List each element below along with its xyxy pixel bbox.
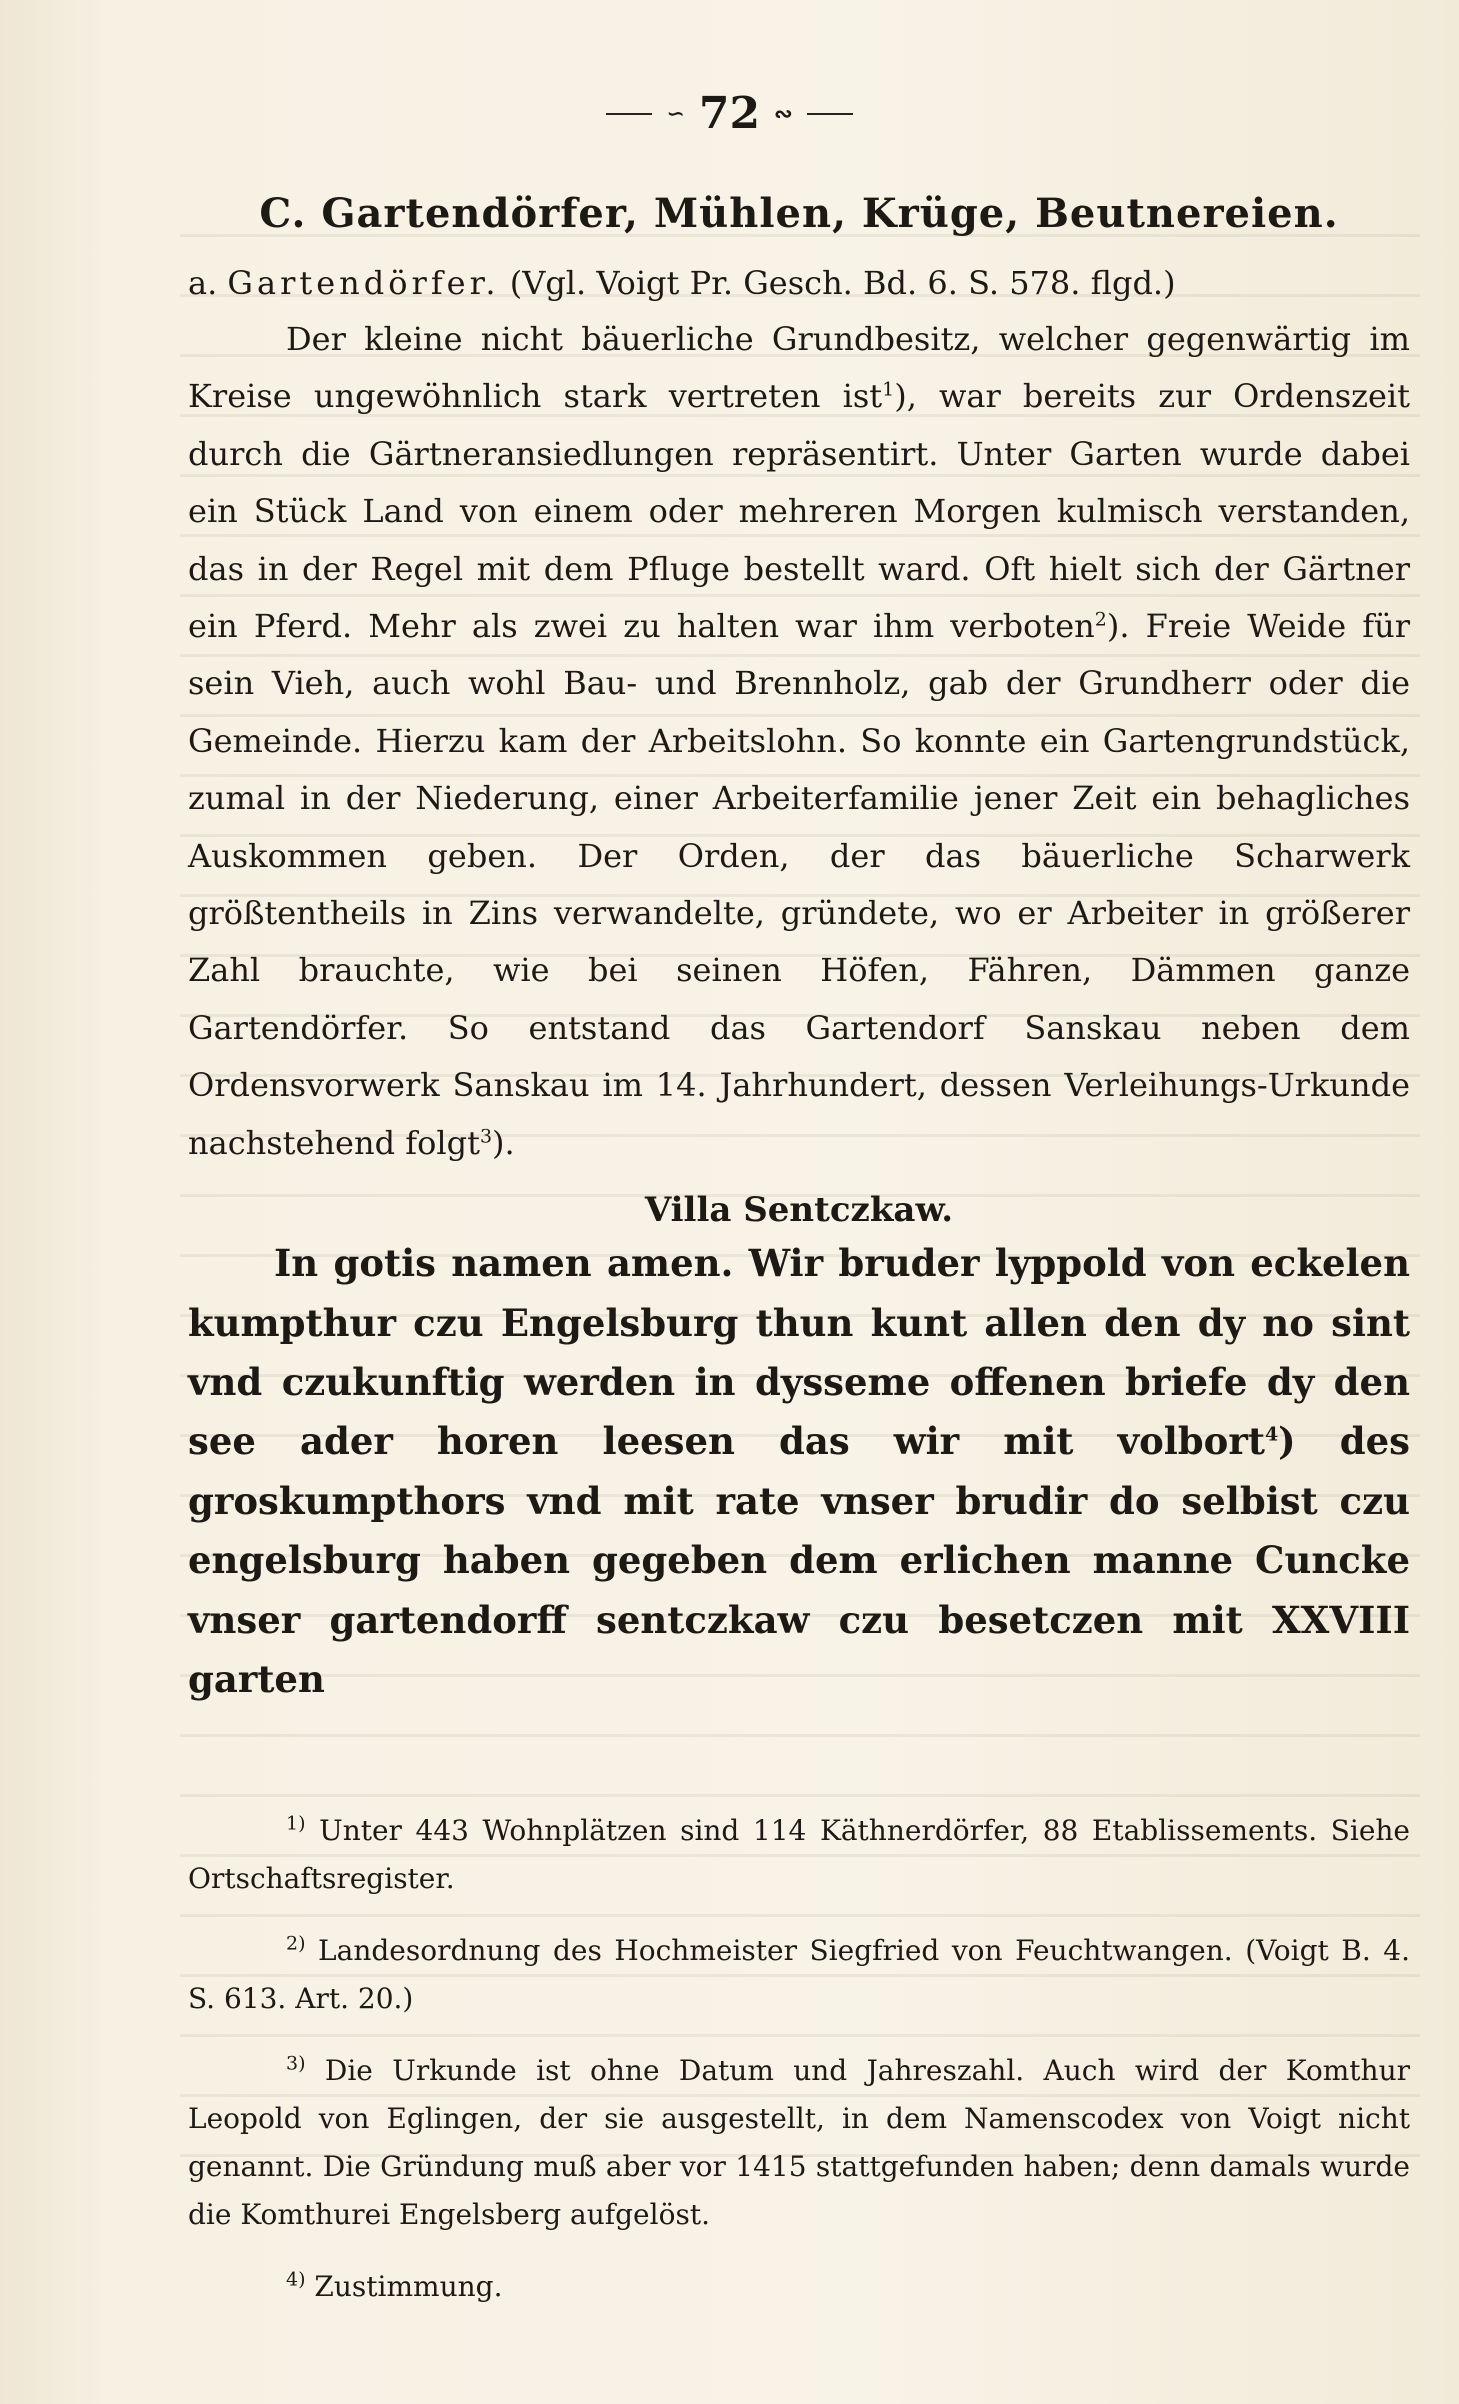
footnote-text: Die Urkunde ist ohne Datum und Jahreszahl. Auch wird der Komthur Leopold von Eglingen, der sie ausgestellt, in dem Namenscodex von Voigt nicht genannt. Die Gründung muß aber vor 1415 stattgefunden haben; denn damals wurde die Komthurei Engelsberg aufgelöst. bbox=[188, 2054, 1410, 2232]
subsection-heading bbox=[188, 255, 1410, 311]
footnote-2 bbox=[188, 1927, 1410, 2023]
footnote-marker-1[interactable]: 1 bbox=[882, 378, 895, 401]
footnote-3 bbox=[188, 2047, 1410, 2239]
footnote-number: 4) bbox=[286, 2269, 306, 2292]
header-ornament-left: ∽ bbox=[666, 100, 685, 127]
header-rule-right bbox=[807, 113, 853, 115]
body-text-part-1: Der kleine nicht bäuerliche Grundbesitz, welcher gegenwärtig im Kreise ungewöhnlich stark vertreten ist bbox=[188, 320, 1410, 416]
page-header bbox=[0, 88, 1459, 139]
section-title: C. Gartendörfer, Mühlen, Krüge, Beutnereien. bbox=[259, 190, 1339, 237]
footnotes bbox=[188, 1807, 1410, 2311]
charter-title: Villa Sentczkaw. bbox=[644, 1190, 954, 1231]
footnote-text: Unter 443 Wohnplätzen sind 114 Käthnerdörfer, 88 Etablissements. Siehe Ortschaftsregister. bbox=[188, 1814, 1410, 1896]
footnote-text: Zustimmung. bbox=[314, 2270, 503, 2304]
footnote-number: 2) bbox=[286, 1933, 306, 1956]
body-text-part-3: ). Freie Weide für sein Vieh, auch wohl Bau- und Brennholz, gab der Grundherr oder die Gemeinde. Hierzu kam der Arbeitslohn. So konnte ein Gartengrundstück, zumal in der Niederung, einer Arbeiterfamilie jener Zeit ein behagliches Auskommen geben. Der Orden, der das bäuerliche Scharwerk größtentheils in Zins verwandelte, gründete, wo er Arbeiter in größerer Zahl brauchte, wie bei seinen Höfen, Fähren, Dämmen ganze Gartendörfer. So entstand das Gartendorf Sanskau neben dem Ordensvorwerk Sanskau im 14. Jahrhundert, dessen Verleihungs-Urkunde nachstehend folgt bbox=[188, 607, 1411, 1162]
page-content bbox=[188, 190, 1410, 2335]
footnote-marker-3[interactable]: 3 bbox=[479, 1125, 493, 1148]
page-number: 72 bbox=[698, 88, 761, 139]
charter-text-part-1: In gotis namen amen. Wir bruder lyppold von eckelen kumpthur czu Engelsburg thun kunt allen den dy no sint vnd czukunftig werden in dysseme offenen briefe dy den see ader horen leesen das wir mit volbort bbox=[188, 1241, 1410, 1464]
header-ornament-right: ∾ bbox=[774, 100, 793, 127]
footnote-4 bbox=[188, 2263, 1410, 2311]
footnote-number: 3) bbox=[286, 2053, 306, 2076]
footnote-text: Landesordnung des Hochmeister Siegfried von Feuchtwangen. (Voigt B. 4. S. 613. Art. 20.) bbox=[188, 1934, 1410, 2016]
footnote-number: 1) bbox=[286, 1813, 306, 1836]
subsection-name: Gartendörfer. bbox=[227, 264, 500, 302]
charter-text bbox=[188, 1234, 1410, 1709]
footnote-marker-4[interactable]: 4 bbox=[1264, 1423, 1279, 1446]
charter-text-part-2: ) des groskumpthors vnd mit rate vnser brudir do selbist czu engelsburg haben gegeben dem erlichen manne Cuncke vnser gartendorff sentczkaw czu besetczen mit XXVIII garten bbox=[188, 1419, 1410, 1701]
footnote-marker-2[interactable]: 2 bbox=[1094, 608, 1107, 631]
subsection-label: a. bbox=[188, 264, 218, 302]
header-rule-left bbox=[606, 113, 652, 115]
body-text-part-4: ). bbox=[492, 1123, 515, 1162]
body-paragraph bbox=[188, 311, 1410, 1172]
footnote-1 bbox=[188, 1807, 1410, 1903]
subsection-reference: (Vgl. Voigt Pr. Gesch. Bd. 6. S. 578. flgd.) bbox=[509, 264, 1176, 302]
body-text-part-2: ), war bereits zur Ordenszeit durch die Gärtneransiedlungen repräsentirt. Unter Garten wurde dabei ein Stück Land von einem oder mehreren Morgen kulmisch verstanden, das in der Regel mit dem Pfluge bestellt ward. Oft hielt sich der Gärtner ein Pferd. Mehr als zwei zu halten war ihm verboten bbox=[188, 377, 1411, 646]
